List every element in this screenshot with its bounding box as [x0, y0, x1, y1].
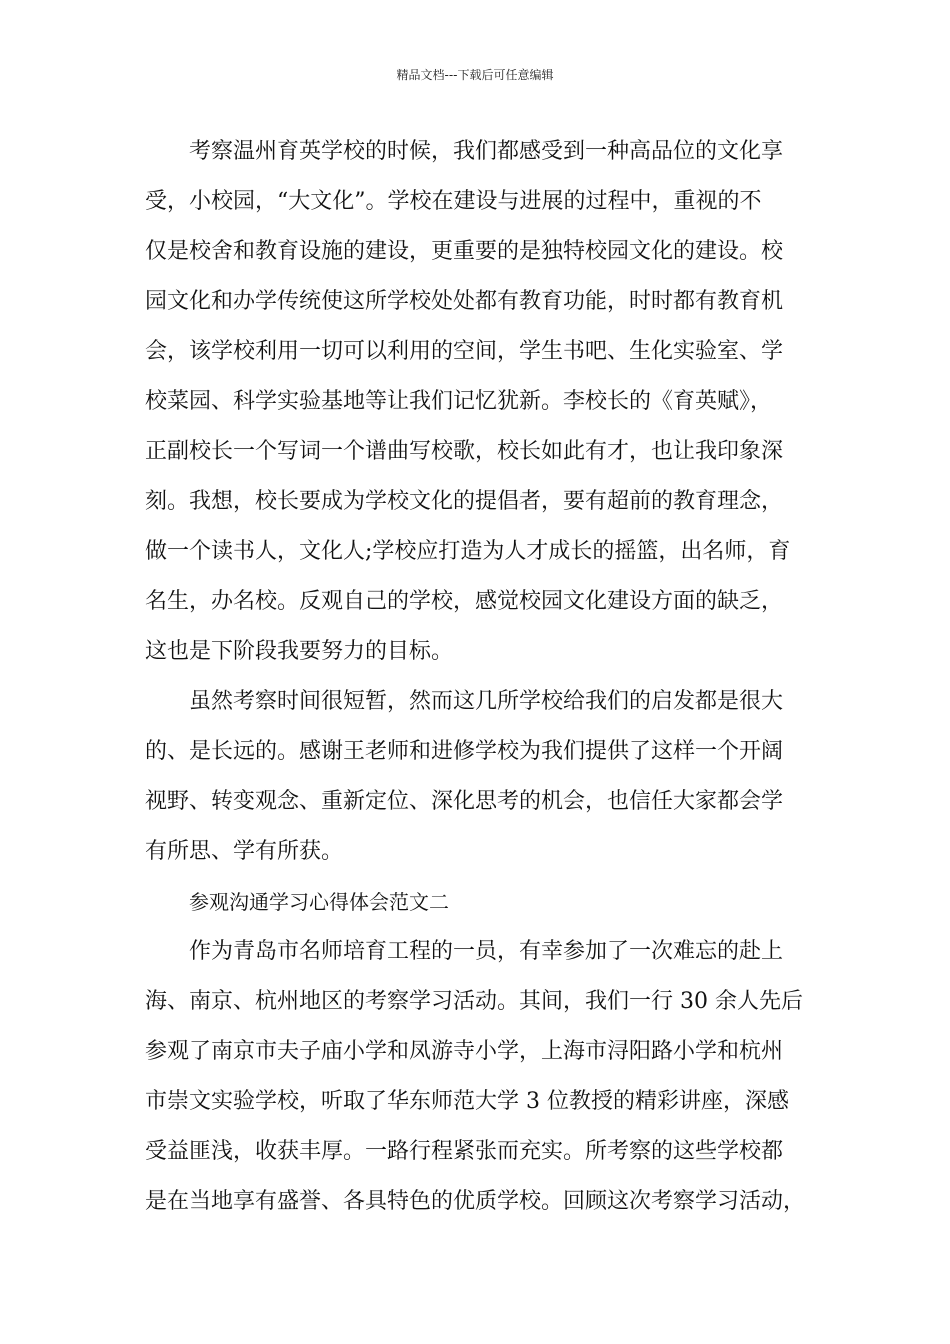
paragraph-1-line-1: 考察温州育英学校的时候，我们都感受到一种高品位的文化享 — [189, 139, 784, 164]
paragraph-2-line-3: 视野、转变观念、重新定位、深化思考的机会，也信任大家都会学 — [145, 789, 784, 814]
paragraph-2-line-1: 虽然考察时间很短暂，然而这几所学校给我们的启发都是很大 — [189, 689, 784, 714]
paragraph-3-line-5: 受益匪浅，收获丰厚。一路行程紧张而充实。所考察的这些学校都 — [145, 1139, 784, 1164]
paragraph-2-line-4: 有所思、学有所获。 — [145, 839, 344, 864]
paragraph-1-line-6: 校菜园、科学实验基地等让我们记忆犹新。李校长的《育英赋》， — [145, 389, 773, 414]
paragraph-1-line-2: 受，小校园，“大文化”。学校在建设与进展的过程中，重视的不 — [145, 189, 762, 214]
page-header: 精品文档---下载后可任意编辑 — [396, 68, 554, 82]
paragraph-1-line-3: 仅是校舍和教育设施的建设，更重要的是独特校园文化的建设。校 — [145, 239, 784, 264]
paragraph-3-line-6: 是在当地享有盛誉、各具特色的优质学校。回顾这次考察学习活动， — [145, 1189, 806, 1214]
paragraph-1-line-11: 这也是下阶段我要努力的目标。 — [145, 639, 454, 664]
section-heading: 参观沟通学习心得体会范文二 — [189, 890, 449, 914]
paragraph-3-line-1: 作为青岛市名师培育工程的一员，有幸参加了一次难忘的赴上 — [189, 939, 784, 964]
paragraph-3-line-3: 参观了南京市夫子庙小学和凤游寺小学，上海市浔阳路小学和杭州 — [145, 1039, 784, 1064]
paragraph-1-line-4: 园文化和办学传统使这所学校处处都有教育功能，时时都有教育机 — [145, 289, 784, 314]
paragraph-1-line-7: 正副校长一个写词一个谱曲写校歌，校长如此有才，也让我印象深 — [145, 439, 784, 464]
paragraph-1-line-10: 名生，办名校。反观自己的学校，感觉校园文化建设方面的缺乏， — [145, 589, 784, 614]
paragraph-1-line-9: 做一个读书人，文化人;学校应打造为人才成长的摇篮，出名师，育 — [145, 539, 791, 564]
paragraph-3-line-2: 海、南京、杭州地区的考察学习活动。其间，我们一行 30 余人先后 — [145, 989, 803, 1014]
paragraph-2-line-2: 的、是长远的。感谢王老师和进修学校为我们提供了这样一个开阔 — [145, 739, 784, 764]
paragraph-1-line-8: 刻。我想，校长要成为学校文化的提倡者，要有超前的教育理念， — [145, 489, 784, 514]
paragraph-1-line-5: 会，该学校利用一切可以利用的空间，学生书吧、生化实验室、学 — [145, 339, 784, 364]
paragraph-3-line-4: 市崇文实验学校，听取了华东师范大学 3 位教授的精彩讲座，深感 — [145, 1089, 789, 1114]
document-body — [145, 127, 825, 1227]
